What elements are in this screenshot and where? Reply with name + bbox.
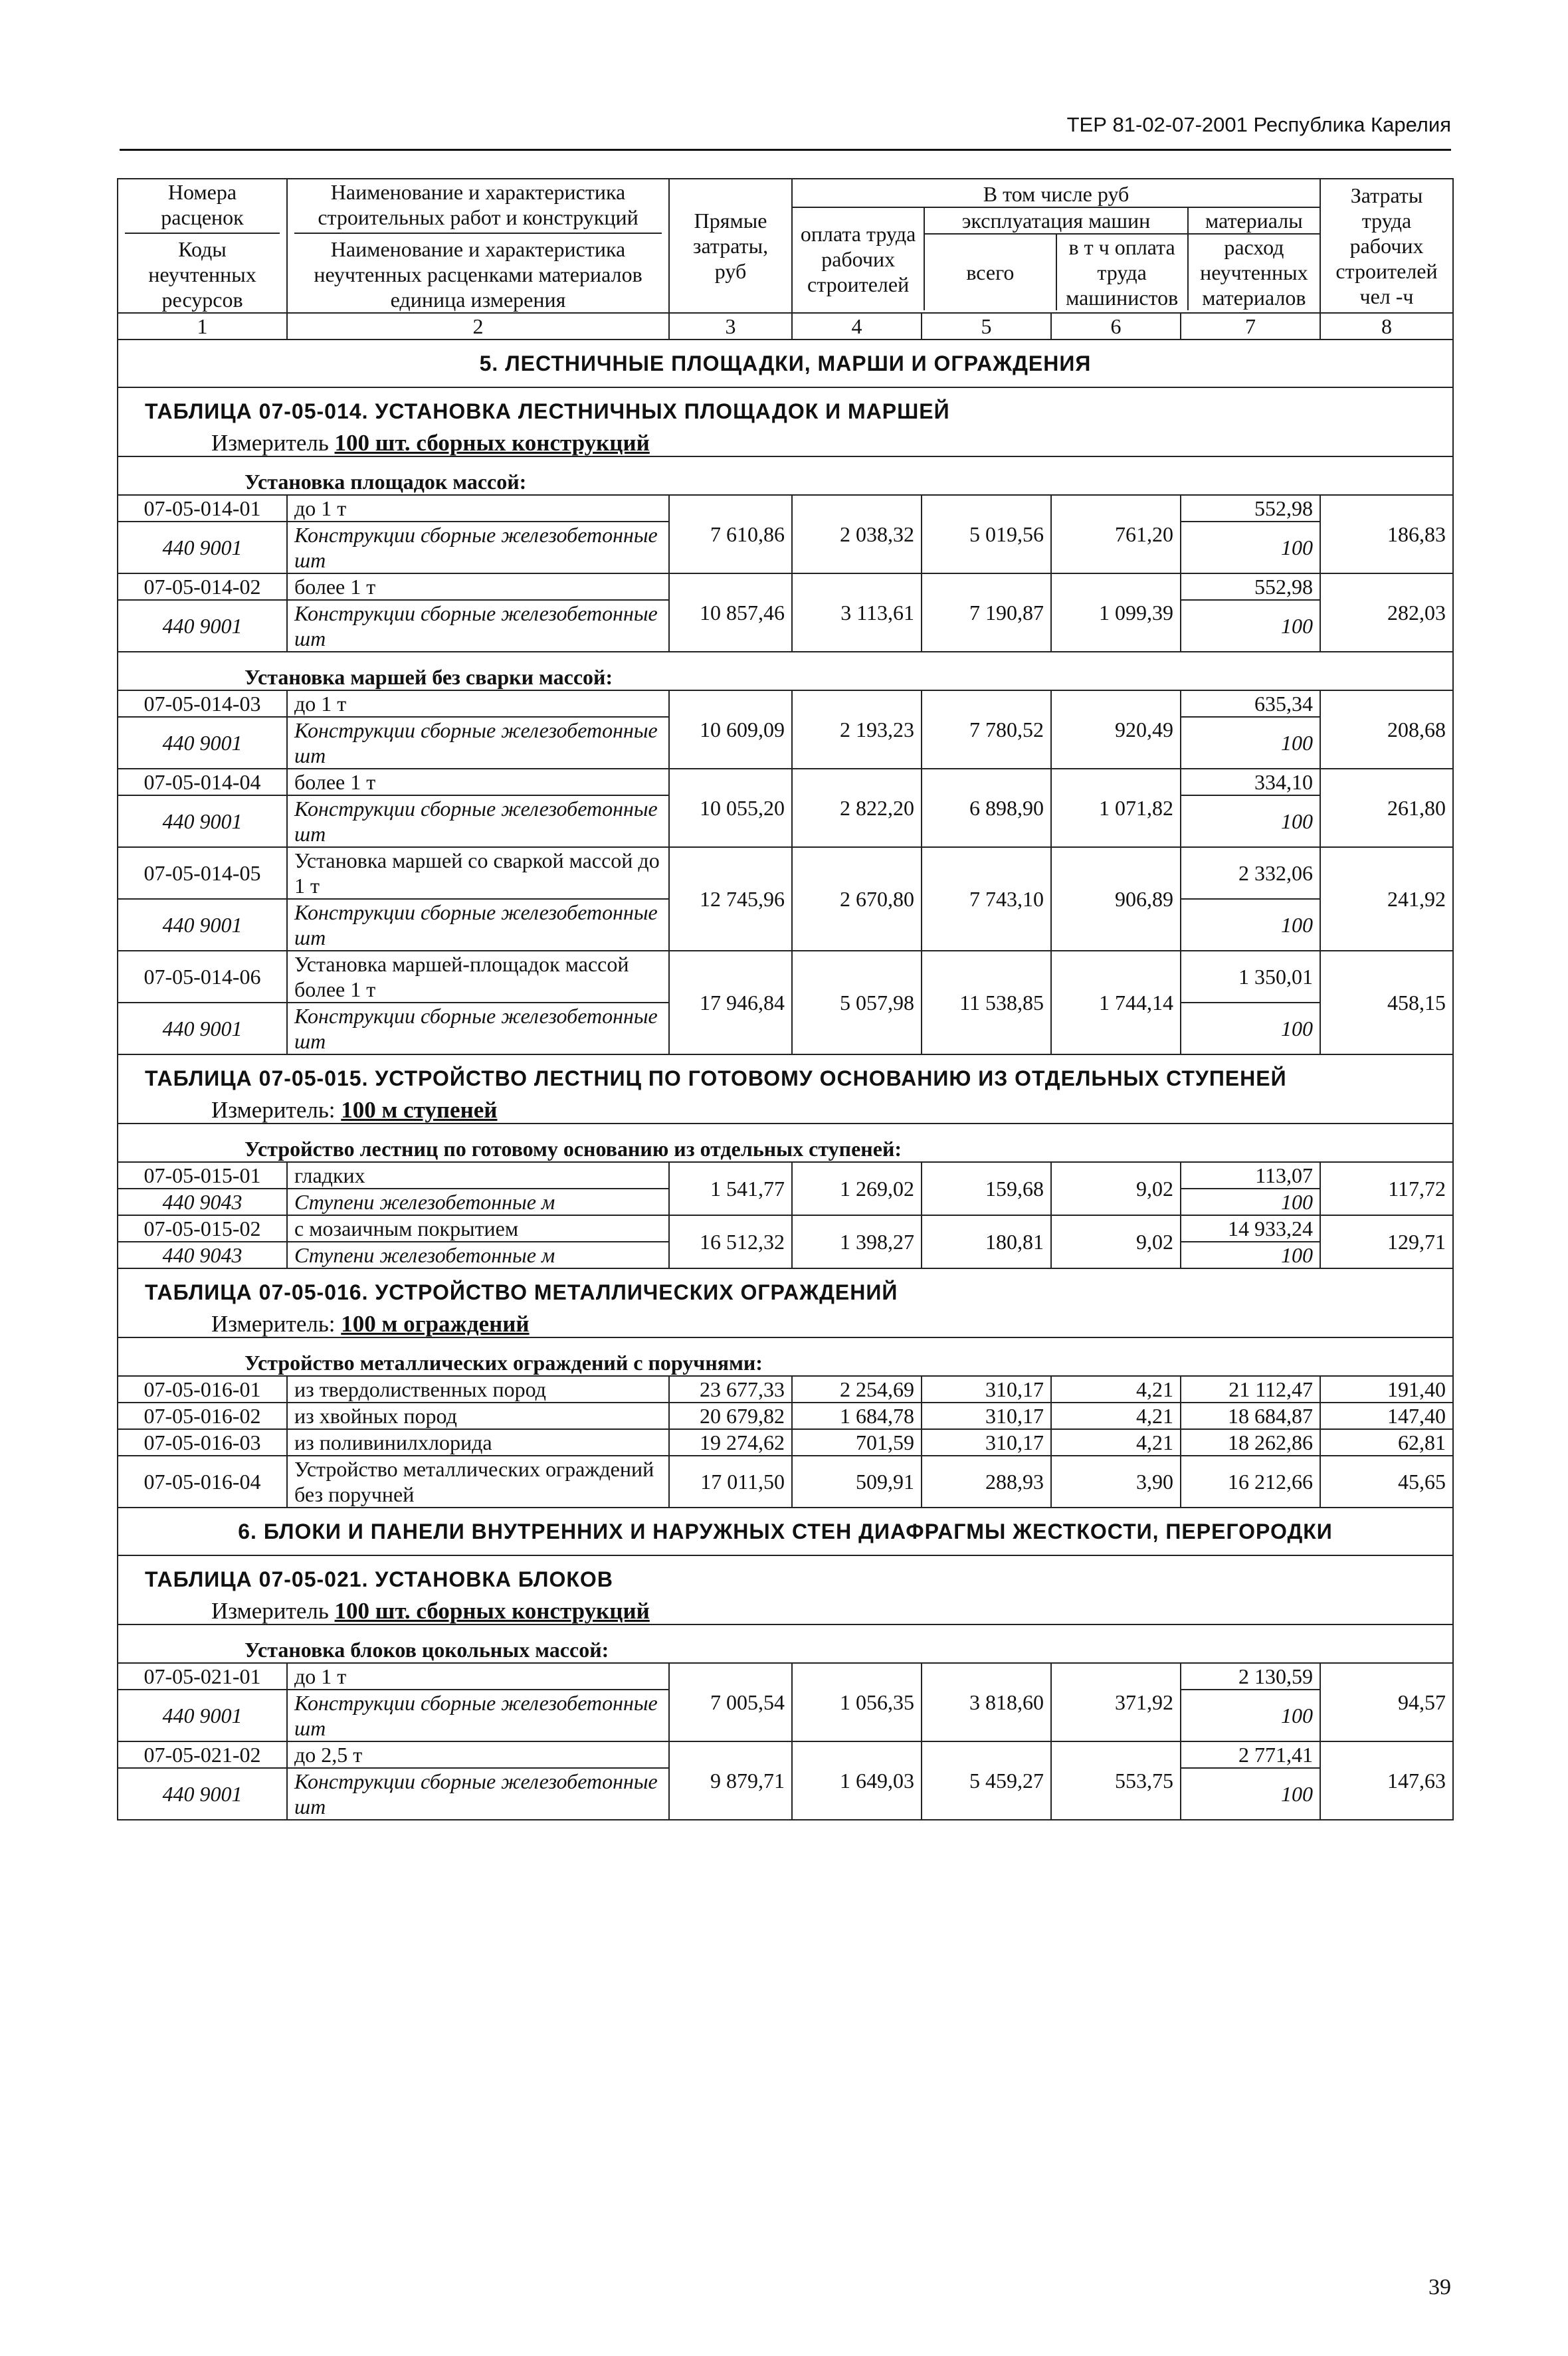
col-header-resource-codes: Коды неучтенных ресурсов [148,237,256,312]
materials-cost: 552,98 [1181,495,1320,522]
machinists-pay: 906,89 [1051,847,1181,951]
machinists-pay: 1 071,82 [1051,769,1181,847]
rate-code: 07-05-014-03 [118,690,287,717]
rate-code: 07-05-016-03 [118,1429,287,1456]
work-name: более 1 т [287,769,669,795]
machines-total: 3 818,60 [922,1663,1051,1741]
col-header-machines: эксплуатация машин [925,208,1187,235]
labor-hours: 147,63 [1320,1741,1453,1820]
work-name: до 1 т [287,1663,669,1690]
labor-pay: 1 056,35 [792,1663,922,1741]
table-title-row [118,1268,1453,1337]
materials-cost: 1 350,01 [1181,951,1320,1003]
direct-costs: 12 745,96 [669,847,792,951]
work-name: с мозаичным покрытием [287,1215,669,1242]
labor-hours: 45,65 [1320,1456,1453,1508]
resource-code: 440 9001 [118,1690,287,1741]
resource-quantity: 100 [1181,1189,1320,1215]
resource-code: 440 9001 [118,600,287,652]
table-row [118,769,1453,795]
table-meter [145,431,1446,456]
machinists-pay: 4,21 [1051,1403,1181,1429]
resource-code: 440 9043 [118,1189,287,1215]
table-row [118,1456,1453,1508]
col-number: 5 [922,313,1051,340]
rate-code: 07-05-014-01 [118,495,287,522]
page-header: ТЕР 81-02-07-2001 Республика Карелия [1066,113,1451,136]
table-title-row [118,1555,1453,1624]
col-header-in-total: В том числе руб [793,181,1320,208]
col-number: 7 [1181,313,1320,340]
machines-total: 7 190,87 [922,573,1051,652]
rate-code: 07-05-016-04 [118,1456,287,1508]
rate-code: 07-05-015-02 [118,1215,287,1242]
direct-costs: 10 055,20 [669,769,792,847]
col-header-machinists: в т ч оплата труда машинистов [1066,235,1179,310]
resource-name: Конструкции сборные железобетонные шт [287,600,669,652]
materials-cost: 21 112,47 [1181,1376,1320,1403]
labor-pay: 701,59 [792,1429,922,1456]
col-header-materials: материалы [1189,208,1320,235]
machines-total: 7 780,52 [922,690,1051,769]
machinists-pay: 553,75 [1051,1741,1181,1820]
table-body [118,179,1453,1820]
resource-quantity: 100 [1181,1690,1320,1741]
resource-quantity: 100 [1181,522,1320,573]
meter-value: 100 шт. сборных конструкций [334,430,650,456]
rate-code: 07-05-021-01 [118,1663,287,1690]
group-title-row [118,1624,1453,1663]
meter-label: Измеритель: [211,1097,336,1123]
table-title [118,1268,1453,1337]
resource-code: 440 9001 [118,899,287,951]
group-title: Установка блоков цокольных массой: [118,1624,1453,1663]
rate-code: 07-05-016-02 [118,1403,287,1429]
table-title-row [118,387,1453,456]
section-row [118,1508,1453,1555]
resource-name: Конструкции сборные железобетонные шт [287,1768,669,1820]
table-meter [145,1599,1446,1624]
col-header-machines-total: всего [925,235,1056,310]
table-row [118,690,1453,717]
col-header-materials-unit: Наименование и характеристика неучтенных расценками материалов единица измерения [314,237,642,312]
resource-name: Конструкции сборные железобетонные шт [287,899,669,951]
work-name: Устройство металлических ограждений без поручней [287,1456,669,1508]
group-title-row [118,456,1453,495]
table-meter [145,1312,1446,1337]
table-row [118,1429,1453,1456]
col-header-codes [118,179,287,313]
column-header-row [118,179,1453,313]
machinists-pay: 9,02 [1051,1215,1181,1268]
resource-quantity: 100 [1181,717,1320,769]
table-row [118,495,1453,522]
rate-code: 07-05-014-04 [118,769,287,795]
labor-pay: 2 038,32 [792,495,922,573]
meter-label: Измеритель [211,430,329,456]
machines-total: 5 459,27 [922,1741,1051,1820]
work-name: до 1 т [287,690,669,717]
resource-quantity: 100 [1181,1768,1320,1820]
meter-value: 100 м ступеней [341,1097,498,1123]
labor-pay: 1 684,78 [792,1403,922,1429]
col-number: 3 [669,313,792,340]
rates-table [117,178,1454,1820]
machines-total: 6 898,90 [922,769,1051,847]
rate-code: 07-05-021-02 [118,1741,287,1768]
labor-hours: 117,72 [1320,1162,1453,1215]
labor-hours: 208,68 [1320,690,1453,769]
machinists-pay: 920,49 [1051,690,1181,769]
table-row [118,1376,1453,1403]
labor-hours: 458,15 [1320,951,1453,1054]
labor-hours: 129,71 [1320,1215,1453,1268]
resource-code: 440 9001 [118,795,287,847]
labor-pay: 2 670,80 [792,847,922,951]
work-name: до 1 т [287,495,669,522]
work-name: Установка маршей со сваркой массой до 1 т [287,847,669,899]
materials-cost: 18 684,87 [1181,1403,1320,1429]
resource-name: Конструкции сборные железобетонные шт [287,717,669,769]
group-title: Установка площадок массой: [118,456,1453,495]
machines-total: 7 743,10 [922,847,1051,951]
group-title-row [118,1124,1453,1162]
materials-cost: 16 212,66 [1181,1456,1320,1508]
direct-costs: 9 879,71 [669,1741,792,1820]
resource-code: 440 9001 [118,717,287,769]
resource-name: Конструкции сборные железобетонные шт [287,795,669,847]
labor-pay: 1 398,27 [792,1215,922,1268]
machines-total: 11 538,85 [922,951,1051,1054]
resource-quantity: 100 [1181,1242,1320,1268]
page-number: 39 [1428,2275,1451,2300]
direct-costs: 10 857,46 [669,573,792,652]
table-row [118,847,1453,899]
labor-hours: 62,81 [1320,1429,1453,1456]
col-header-labor-hours: Затраты труда рабочих строителей чел -ч [1320,179,1453,313]
resource-quantity: 100 [1181,795,1320,847]
direct-costs: 10 609,09 [669,690,792,769]
resource-name: Ступени железобетонные м [287,1189,669,1215]
materials-cost: 2 332,06 [1181,847,1320,899]
table-title-text: ТАБЛИЦА 07-05-021. УСТАНОВКА БЛОКОВ [145,1567,613,1591]
work-name: из хвойных пород [287,1403,669,1429]
labor-hours: 241,92 [1320,847,1453,951]
work-name: из поливинилхлорида [287,1429,669,1456]
labor-pay: 2 822,20 [792,769,922,847]
machinists-pay: 4,21 [1051,1376,1181,1403]
direct-costs: 17 946,84 [669,951,792,1054]
meter-label: Измеритель: [211,1311,336,1337]
table-row [118,1215,1453,1242]
resource-code: 440 9001 [118,1768,287,1820]
column-number-row [118,313,1453,340]
col-header-labor: оплата труда рабочих строителей [793,208,925,310]
table-row [118,1162,1453,1189]
table-title-text: ТАБЛИЦА 07-05-016. УСТРОЙСТВО МЕТАЛЛИЧЕСКИХ ОГРАЖДЕНИЙ [145,1280,898,1304]
labor-hours: 261,80 [1320,769,1453,847]
machines-total: 310,17 [922,1429,1051,1456]
col-header-breakdown [792,179,1320,313]
resource-code: 440 9001 [118,1003,287,1054]
col-number: 4 [792,313,922,340]
group-title: Установка маршей без сварки массой: [118,652,1453,690]
col-number: 2 [287,313,669,340]
group-title: Устройство лестниц по готовому основанию из отдельных ступеней: [118,1124,1453,1162]
labor-pay: 2 254,69 [792,1376,922,1403]
col-header-direct-costs: Прямые затраты, руб [669,179,792,313]
section-row [118,340,1453,387]
meter-value: 100 шт. сборных конструкций [334,1598,650,1624]
table-title [118,1555,1453,1624]
col-number: 6 [1051,313,1181,340]
direct-costs: 16 512,32 [669,1215,792,1268]
materials-cost: 2 771,41 [1181,1741,1320,1768]
table-row [118,573,1453,600]
labor-pay: 5 057,98 [792,951,922,1054]
table-row [118,951,1453,1003]
group-title: Устройство металлических ограждений с поручнями: [118,1337,1453,1376]
materials-cost: 14 933,24 [1181,1215,1320,1242]
materials-cost: 552,98 [1181,573,1320,600]
materials-cost: 2 130,59 [1181,1663,1320,1690]
machines-total: 5 019,56 [922,495,1051,573]
materials-cost: 113,07 [1181,1162,1320,1189]
resource-name: Ступени железобетонные м [287,1242,669,1268]
resource-quantity: 100 [1181,600,1320,652]
col-header-unaccounted: расход неучтенных материалов [1200,235,1308,310]
section-title: 6. БЛОКИ И ПАНЕЛИ ВНУТРЕННИХ И НАРУЖНЫХ СТЕН ДИАФРАГМЫ ЖЕСТКОСТИ, ПЕРЕГОРОДКИ [118,1508,1453,1555]
machines-total: 180,81 [922,1215,1051,1268]
resource-name: Конструкции сборные железобетонные шт [287,1003,669,1054]
table-title-text: ТАБЛИЦА 07-05-015. УСТРОЙСТВО ЛЕСТНИЦ ПО ГОТОВОМУ ОСНОВАНИЮ ИЗ ОТДЕЛЬНЫХ СТУПЕНЕЙ [145,1066,1287,1090]
rate-code: 07-05-016-01 [118,1376,287,1403]
rate-code: 07-05-014-02 [118,573,287,600]
col-number: 8 [1320,313,1453,340]
machinists-pay: 9,02 [1051,1162,1181,1215]
table-row [118,1741,1453,1768]
direct-costs: 23 677,33 [669,1376,792,1403]
materials-cost: 18 262,86 [1181,1429,1320,1456]
rate-code: 07-05-014-06 [118,951,287,1003]
work-name: до 2,5 т [287,1741,669,1768]
meter-label: Измеритель [211,1598,329,1624]
machines-total: 288,93 [922,1456,1051,1508]
rate-code: 07-05-015-01 [118,1162,287,1189]
resource-name: Конструкции сборные железобетонные шт [287,522,669,573]
direct-costs: 7 610,86 [669,495,792,573]
table-meter [145,1098,1446,1123]
rate-code: 07-05-014-05 [118,847,287,899]
labor-pay: 1 269,02 [792,1162,922,1215]
labor-hours: 186,83 [1320,495,1453,573]
direct-costs: 7 005,54 [669,1663,792,1741]
header-rule [120,149,1451,151]
labor-pay: 1 649,03 [792,1741,922,1820]
labor-hours: 147,40 [1320,1403,1453,1429]
work-name: более 1 т [287,573,669,600]
resource-code: 440 9043 [118,1242,287,1268]
table-row [118,1663,1453,1690]
col-header-names [287,179,669,313]
labor-pay: 2 193,23 [792,690,922,769]
direct-costs: 19 274,62 [669,1429,792,1456]
machines-total: 310,17 [922,1376,1051,1403]
labor-hours: 191,40 [1320,1376,1453,1403]
labor-pay: 509,91 [792,1456,922,1508]
meter-value: 100 м ограждений [341,1311,530,1337]
section-title: 5. ЛЕСТНИЧНЫЕ ПЛОЩАДКИ, МАРШИ И ОГРАЖДЕНИЯ [118,340,1453,387]
resource-code: 440 9001 [118,522,287,573]
machinists-pay: 1 099,39 [1051,573,1181,652]
col-number: 1 [118,313,287,340]
resource-quantity: 100 [1181,1003,1320,1054]
materials-cost: 334,10 [1181,769,1320,795]
machinists-pay: 761,20 [1051,495,1181,573]
direct-costs: 1 541,77 [669,1162,792,1215]
col-header-works: Наименование и характеристика строительных работ и конструкций [294,179,662,234]
labor-hours: 282,03 [1320,573,1453,652]
machinists-pay: 1 744,14 [1051,951,1181,1054]
resource-quantity: 100 [1181,899,1320,951]
machines-total: 159,68 [922,1162,1051,1215]
work-name: Установка маршей-площадок массой более 1 т [287,951,669,1003]
direct-costs: 20 679,82 [669,1403,792,1429]
table-row [118,1403,1453,1429]
table-title-row [118,1054,1453,1124]
resource-name: Конструкции сборные железобетонные шт [287,1690,669,1741]
direct-costs: 17 011,50 [669,1456,792,1508]
machines-total: 310,17 [922,1403,1051,1429]
table-title [118,387,1453,456]
labor-hours: 94,57 [1320,1663,1453,1741]
machinists-pay: 371,92 [1051,1663,1181,1741]
work-name: из твердолиственных пород [287,1376,669,1403]
work-name: гладких [287,1162,669,1189]
table-title-text: ТАБЛИЦА 07-05-014. УСТАНОВКА ЛЕСТНИЧНЫХ ПЛОЩАДОК И МАРШЕЙ [145,399,950,423]
labor-pay: 3 113,61 [792,573,922,652]
group-title-row [118,1337,1453,1376]
group-title-row [118,652,1453,690]
machinists-pay: 4,21 [1051,1429,1181,1456]
table-title [118,1054,1453,1124]
materials-cost: 635,34 [1181,690,1320,717]
col-header-rate-numbers: Номера расценок [125,179,280,234]
machinists-pay: 3,90 [1051,1456,1181,1508]
